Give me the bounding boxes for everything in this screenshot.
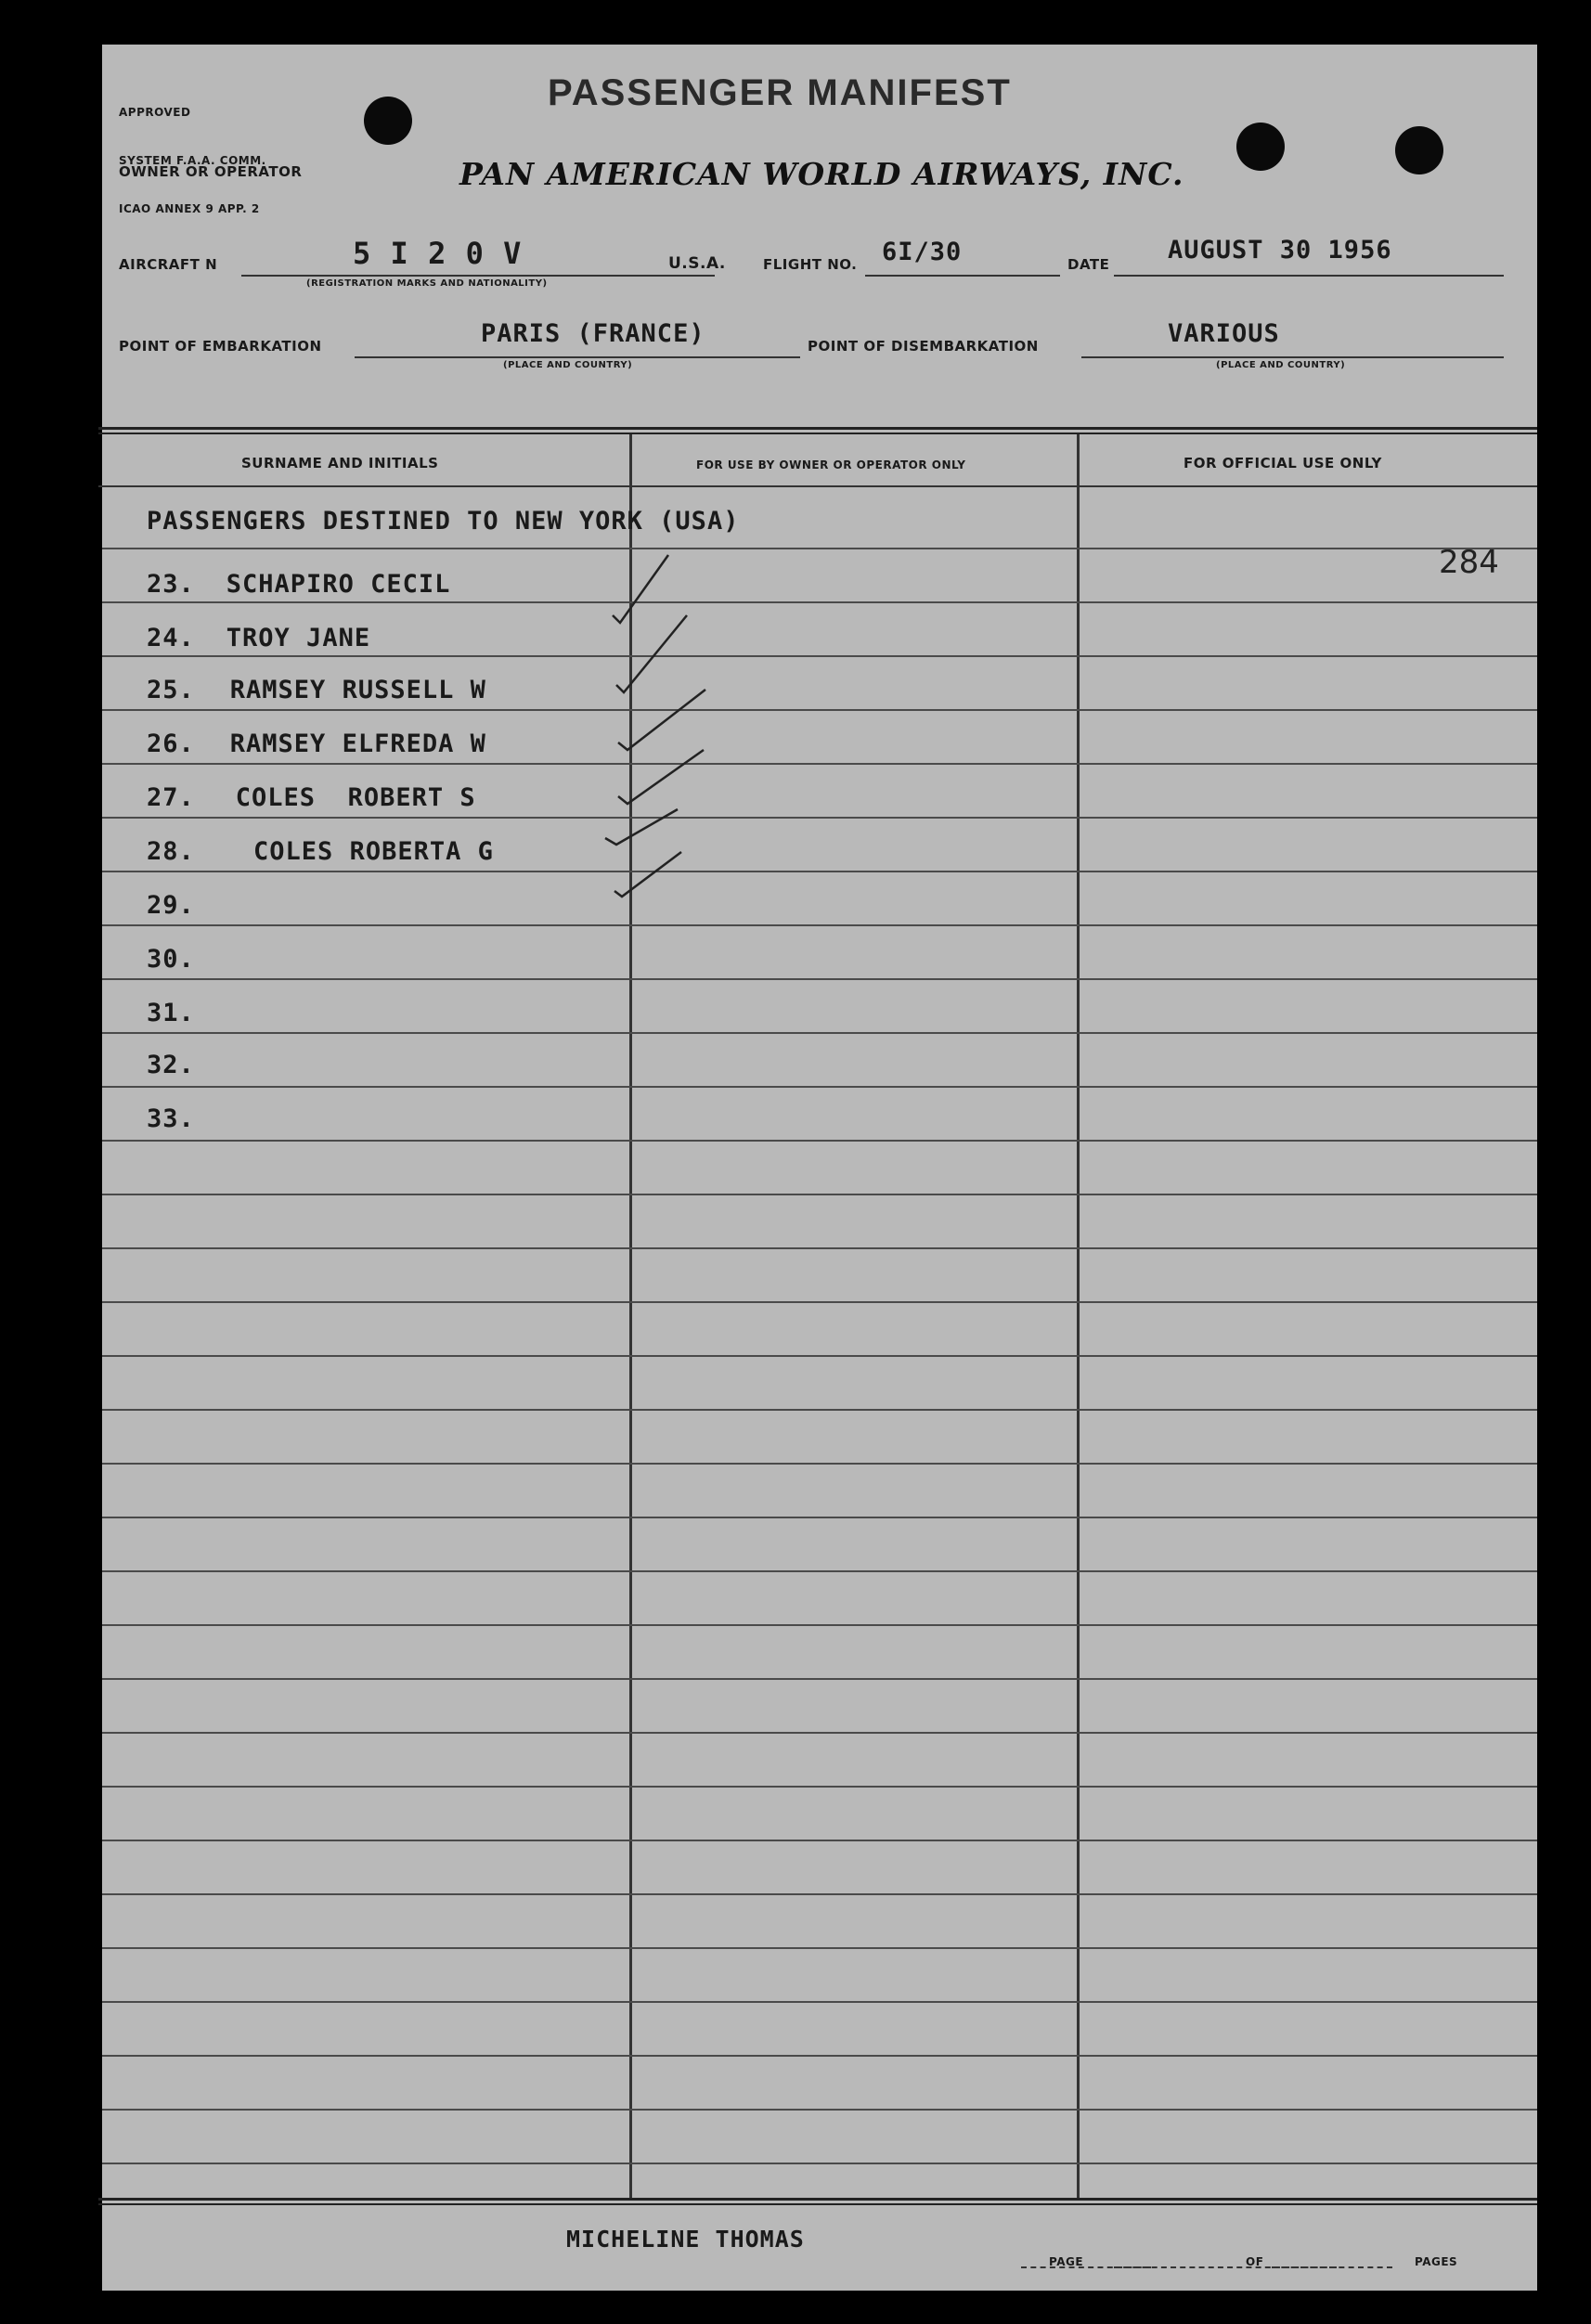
flight-label: FLIGHT NO. [763,256,858,273]
list-item [147,945,195,974]
ruled-line [102,1678,1537,1680]
list-item [147,1051,195,1079]
date-value: AUGUST 30 1956 [1168,236,1392,265]
registration-caption: (REGISTRATION MARKS AND NATIONALITY) [306,278,548,289]
approval-block [119,71,266,251]
punch-hole-left [364,97,412,145]
column-header-name: SURNAME AND INITIALS [241,455,439,471]
ruled-line [102,924,1537,926]
ruled-line [102,1570,1537,1572]
row-number: 31. [147,999,195,1027]
ruled-line [102,978,1537,980]
check-mark-icon [613,555,668,623]
row-number: 33. [147,1104,195,1133]
aircraft-label: AIRCRAFT N [119,256,218,273]
passenger-name: COLES ROBERTA G [237,837,494,866]
check-mark-icon [618,750,704,804]
column-header-operator: FOR USE BY OWNER OR OPERATOR ONLY [696,458,966,471]
pages-label: PAGES [1415,2255,1458,2268]
date-label: DATE [1067,256,1110,273]
ruled-line [102,1840,1537,1841]
row-number: 27. [147,783,195,812]
check-marks [603,527,826,917]
check-mark-icon [614,852,681,897]
ruled-line [102,1194,1537,1195]
page-label: PAGE [1049,2255,1084,2268]
punch-hole-center [1236,123,1285,171]
disembarkation-value: VARIOUS [1168,319,1280,348]
row-number: 26. [147,729,195,758]
approval-line: ICAO ANNEX 9 APP. 2 [119,202,260,215]
of-label: OF [1246,2255,1264,2268]
disembarkation-caption: (PLACE AND COUNTRY) [1216,360,1346,370]
ruled-line [102,1732,1537,1734]
list-item [147,837,494,866]
ruled-line [102,2055,1537,2057]
check-mark-icon [618,690,705,750]
list-item [147,624,370,652]
ruled-line [102,2163,1537,2164]
row-number: 30. [147,945,195,974]
check-mark-icon [605,809,678,845]
nationality: U.S.A. [668,254,726,273]
owner-label: OWNER OR OPERATOR [119,163,303,180]
row-number: 32. [147,1051,195,1079]
approval-line: SYSTEM F.A.A. COMM. [119,154,266,167]
ruled-line [102,1463,1537,1465]
list-item [147,1104,195,1133]
embarkation-label: POINT OF EMBARKATION [119,338,322,355]
ruled-line [102,1947,1537,1949]
ruled-line [102,1409,1537,1411]
passenger-name: RAMSEY RUSSELL W [229,676,486,704]
form-title: PASSENGER MANIFEST [548,72,1012,113]
list-item [147,676,486,704]
embarkation-caption: (PLACE AND COUNTRY) [503,360,633,370]
row-number: 28. [147,837,195,866]
ruled-line [102,1247,1537,1249]
official-note: 284 [1439,544,1499,581]
ruled-line [102,2001,1537,2003]
ruled-line [102,1624,1537,1626]
ruled-line [102,1032,1537,1034]
column-header-official: FOR OFFICIAL USE ONLY [1184,455,1382,471]
passenger-name: RAMSEY ELFREDA W [229,729,486,758]
disembarkation-label: POINT OF DISEMBARKATION [808,338,1039,355]
ruled-line [102,1786,1537,1788]
section-heading: PASSENGERS DESTINED TO NEW YORK (USA) [147,507,740,536]
passenger-name: COLES ROBERT S [235,783,476,812]
ruled-line [102,1301,1537,1303]
manifest-sheet [102,45,1537,2291]
flight-value: 6I/30 [882,238,963,266]
embarkation-value: PARIS (FRANCE) [481,319,705,348]
row-number: 25. [147,676,195,704]
ruled-line [102,1086,1537,1088]
ruled-line [102,1517,1537,1518]
row-number: 23. [147,570,195,599]
list-item [147,729,486,758]
passenger-name: TROY JANE [226,624,371,652]
signature: MICHELINE THOMAS [566,2226,805,2253]
punch-hole-right [1395,126,1443,174]
row-number: 24. [147,624,195,652]
list-item [147,783,476,812]
ruled-line [102,1893,1537,1895]
list-item [147,999,195,1027]
check-mark-icon [616,615,687,692]
ruled-line [102,2109,1537,2111]
row-number: 29. [147,891,195,920]
list-item [147,891,195,920]
aircraft-value: 5 I 2 0 V [353,236,523,271]
approval-line: APPROVED [119,106,191,119]
owner-value: PAN AMERICAN WORLD AIRWAYS, INC. [459,156,1184,192]
passenger-name: SCHAPIRO CECIL [226,570,451,599]
ruled-line [102,1140,1537,1142]
ruled-line [102,1355,1537,1357]
list-item [147,570,450,599]
